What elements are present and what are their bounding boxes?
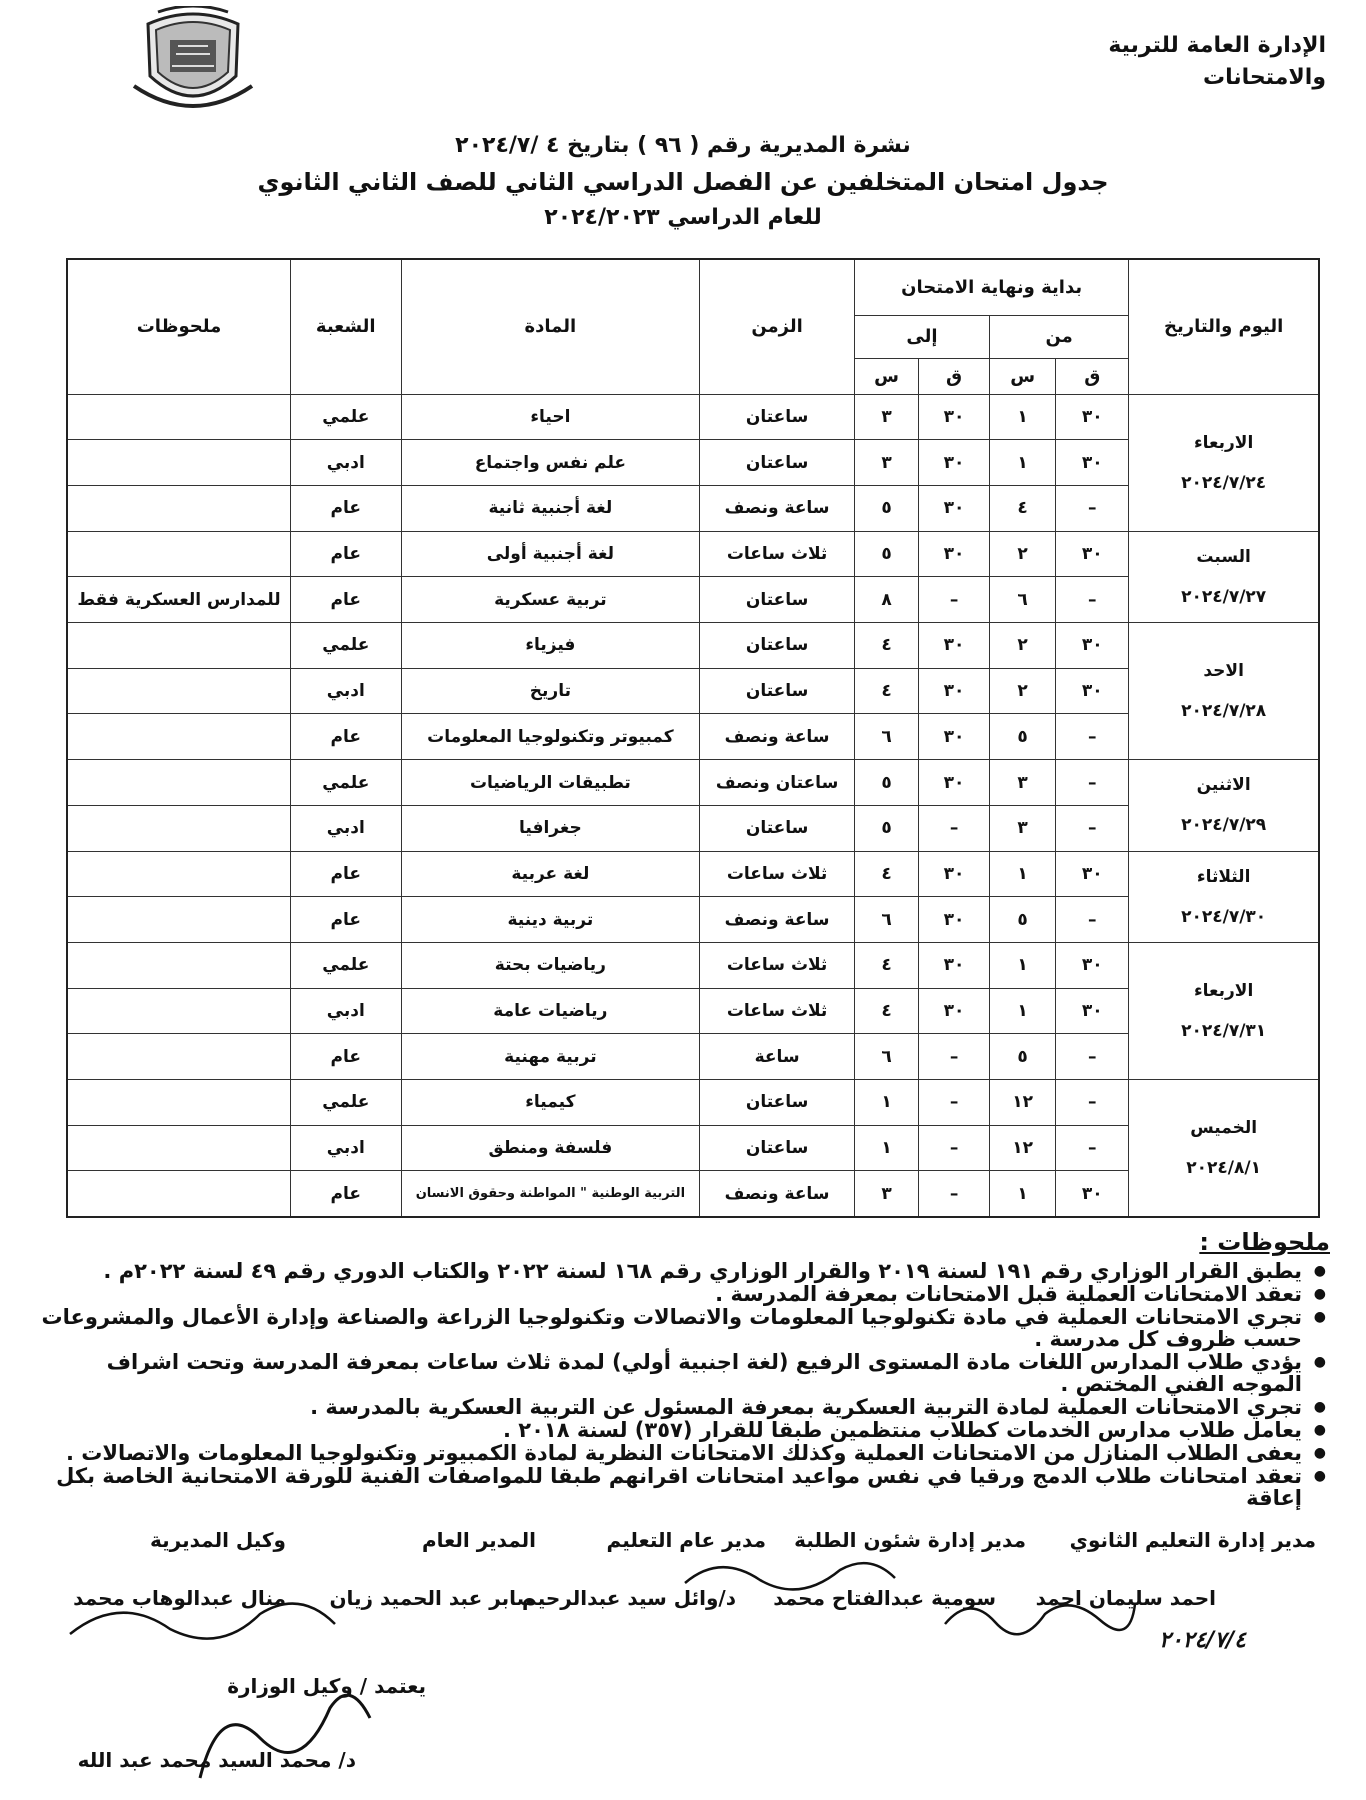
header-from: من — [989, 315, 1128, 359]
from-minutes-cell: ٣٠ — [1056, 851, 1129, 897]
table-row — [67, 623, 1319, 669]
branch-cell: ادبي — [290, 440, 401, 486]
to-hours-cell: ٥ — [855, 485, 919, 531]
duration-cell: ساعة ونصف — [700, 897, 855, 943]
notes-cell — [67, 1034, 290, 1080]
from-minutes-cell: ٣٠ — [1056, 440, 1129, 486]
to-hours-cell: ٤ — [855, 942, 919, 988]
approve-label: يعتمد / وكيل الوزارة — [227, 1674, 426, 1698]
branch-cell: ادبي — [290, 668, 401, 714]
list-item: ● تجري الامتحانات العملية لمادة التربية العسكرية بمعرفة المسئول عن التربية العسكرية بالمدرسة . — [40, 1396, 1302, 1418]
to-minutes-cell: ٣٠ — [919, 851, 990, 897]
notes-cell — [67, 714, 290, 760]
notes-cell — [67, 623, 290, 669]
to-minutes-cell: ٣٠ — [919, 440, 990, 486]
to-hours-cell: ١ — [855, 1080, 919, 1126]
to-hours-cell: ٣ — [855, 440, 919, 486]
header-to-hours: س — [855, 359, 919, 394]
subject-cell: فلسفة ومنطق — [401, 1125, 700, 1171]
branch-cell: عام — [290, 577, 401, 623]
sig-name-student-affairs: سومية عبدالفتاح محمد — [773, 1586, 996, 1610]
from-minutes-cell: ٣٠ — [1056, 988, 1129, 1034]
to-hours-cell: ٤ — [855, 668, 919, 714]
directorate-emblem-icon — [128, 6, 258, 118]
header-to-minutes: ق — [919, 359, 990, 394]
branch-cell: علمي — [290, 760, 401, 806]
from-hours-cell: ٥ — [989, 1034, 1055, 1080]
notes-section — [40, 1228, 1330, 1510]
notes-list — [40, 1260, 1330, 1509]
from-minutes-cell: – — [1056, 577, 1129, 623]
from-hours-cell: ٢ — [989, 623, 1055, 669]
day-date: ٢٠٢٤/٧/٢٩ — [1181, 815, 1267, 836]
to-hours-cell: ٥ — [855, 531, 919, 577]
notes-cell — [67, 668, 290, 714]
to-hours-cell: ٤ — [855, 988, 919, 1034]
to-minutes-cell: ٣٠ — [919, 485, 990, 531]
header-from-minutes: ق — [1056, 359, 1129, 394]
from-hours-cell: ٣ — [989, 760, 1055, 806]
subject-cell: كمبيوتر وتكنولوجيا المعلومات — [401, 714, 700, 760]
duration-cell: ساعة ونصف — [700, 1171, 855, 1217]
to-hours-cell: ٥ — [855, 805, 919, 851]
list-item: ● يعفى الطلاب المنازل من الامتحانات العملية وكذلك الامتحانات النظرية لمادة الكمبيوتر وتكنولوجيا المعلومات والاتصالات . — [40, 1442, 1302, 1464]
to-minutes-cell: – — [919, 577, 990, 623]
ministry-line-1: الإدارة العامة للتربية — [1108, 33, 1326, 58]
header-branch: الشعبة — [290, 259, 401, 394]
ministry-line-2: والامتحانات — [1203, 65, 1326, 90]
day-date-cell — [1129, 942, 1319, 1079]
to-minutes-cell: ٣٠ — [919, 988, 990, 1034]
to-minutes-cell: ٣٠ — [919, 760, 990, 806]
from-minutes-cell: ٣٠ — [1056, 1171, 1129, 1217]
subject-cell: احياء — [401, 394, 700, 440]
day-date: ٢٠٢٤/٧/٣٠ — [1181, 906, 1267, 927]
branch-cell: علمي — [290, 623, 401, 669]
day-date: ٢٠٢٤/٧/٢٨ — [1181, 701, 1267, 722]
sig-title-secondary: مدير إدارة التعليم الثانوي — [1069, 1528, 1316, 1552]
signature-scribble-general-edu — [680, 1548, 900, 1608]
from-minutes-cell: ٣٠ — [1056, 668, 1129, 714]
day-date: ٢٠٢٤/٧/٢٧ — [1181, 586, 1267, 607]
day-name: الاحد — [1203, 661, 1244, 682]
to-minutes-cell: – — [919, 1034, 990, 1080]
signature-scribble-deputy — [940, 1584, 1140, 1644]
table-row — [67, 851, 1319, 897]
notes-cell — [67, 440, 290, 486]
day-date-cell — [1129, 623, 1319, 760]
ministry-header — [996, 30, 1326, 94]
page-title: جدول امتحان المتخلفين عن الفصل الدراسي الثاني للصف الثاني الثانوي — [257, 168, 1109, 196]
from-hours-cell: ١ — [989, 1171, 1055, 1217]
list-item: ● تجري الامتحانات العملية في مادة تكنولوجيا المعلومات والاتصالات وتكنولوجيا الزراعة والصناعة وإدارة الأعمال والمشروعات حسب ظروف كل مدرسة . — [40, 1306, 1302, 1350]
from-hours-cell: ٥ — [989, 714, 1055, 760]
to-minutes-cell: ٣٠ — [919, 668, 990, 714]
from-minutes-cell: – — [1056, 1125, 1129, 1171]
to-minutes-cell: ٣٠ — [919, 897, 990, 943]
to-hours-cell: ١ — [855, 1125, 919, 1171]
day-name: السبت — [1196, 546, 1251, 567]
sig-title-general-edu: مدير عام التعليم — [606, 1528, 766, 1552]
duration-cell: ثلاث ساعات — [700, 988, 855, 1034]
table-row — [67, 531, 1319, 577]
branch-cell: ادبي — [290, 988, 401, 1034]
day-date: ٢٠٢٤/٧/٣١ — [1181, 1021, 1267, 1042]
branch-cell: عام — [290, 1171, 401, 1217]
duration-cell: ساعتان ونصف — [700, 760, 855, 806]
day-date-cell — [1129, 1080, 1319, 1217]
subject-cell: تربية دينية — [401, 897, 700, 943]
subject-cell: تاريخ — [401, 668, 700, 714]
duration-cell: ساعتان — [700, 623, 855, 669]
to-hours-cell: ٥ — [855, 760, 919, 806]
signature-scribble-secondary — [60, 1584, 340, 1654]
signatures-section — [40, 1528, 1326, 1788]
notes-cell — [67, 897, 290, 943]
notes-cell — [67, 942, 290, 988]
from-hours-cell: ١ — [989, 440, 1055, 486]
notes-heading: ملحوظات : — [1199, 1228, 1330, 1256]
notes-cell: للمدارس العسكرية فقط — [67, 577, 290, 623]
to-minutes-cell: – — [919, 1171, 990, 1217]
to-hours-cell: ٤ — [855, 623, 919, 669]
notes-cell — [67, 485, 290, 531]
day-name: الاربعاء — [1193, 981, 1254, 1002]
subject-cell: رياضيات بحتة — [401, 942, 700, 988]
from-hours-cell: ٤ — [989, 485, 1055, 531]
subject-cell: لغة أجنبية أولى — [401, 531, 700, 577]
sig-name-secondary: احمد سليمان احمد — [1035, 1586, 1216, 1610]
from-hours-cell: ٢ — [989, 668, 1055, 714]
branch-cell: علمي — [290, 394, 401, 440]
notes-cell — [67, 394, 290, 440]
duration-cell: ساعة ونصف — [700, 714, 855, 760]
sig-name-general-edu: د/وائل سيد عبدالرحيم — [522, 1586, 736, 1610]
sig-title-deputy: وكيل المديرية — [150, 1528, 286, 1552]
sig-name-deputy: منال عبدالوهاب محمد — [73, 1586, 286, 1610]
document-titles — [0, 128, 1366, 236]
header-duration: الزمن — [700, 259, 855, 394]
to-minutes-cell: ٣٠ — [919, 623, 990, 669]
duration-cell: ساعتان — [700, 577, 855, 623]
branch-cell: عام — [290, 531, 401, 577]
day-name: الاثنين — [1196, 775, 1251, 796]
list-item: ● يطبق القرار الوزاري رقم ١٩١ لسنة ٢٠١٩ والقرار الوزاري رقم ١٦٨ لسنة ٢٠٢٢ والكتاب الدوري رقم ٤٩ لسنة ٢٠٢٢م . — [40, 1260, 1302, 1282]
from-minutes-cell: – — [1056, 1080, 1129, 1126]
notes-cell — [67, 760, 290, 806]
academic-year: للعام الدراسي ٢٠٢٤/٢٠٢٣ — [544, 205, 822, 230]
sig-title-student-affairs: مدير إدارة شئون الطلبة — [794, 1528, 1026, 1552]
subject-cell: جغرافيا — [401, 805, 700, 851]
from-hours-cell: ١٢ — [989, 1080, 1055, 1126]
notes-cell — [67, 531, 290, 577]
duration-cell: ثلاث ساعات — [700, 942, 855, 988]
header-to: إلى — [855, 315, 990, 359]
branch-cell: عام — [290, 1034, 401, 1080]
duration-cell: ساعتان — [700, 805, 855, 851]
from-hours-cell: ١ — [989, 394, 1055, 440]
day-name: الثلاثاء — [1196, 866, 1251, 887]
duration-cell: ثلاث ساعات — [700, 531, 855, 577]
header-day-date: اليوم والتاريخ — [1129, 259, 1319, 394]
to-hours-cell: ٦ — [855, 714, 919, 760]
branch-cell: عام — [290, 897, 401, 943]
duration-cell: ساعتان — [700, 1125, 855, 1171]
list-item: ● تعقد الامتحانات العملية قبل الامتحانات بمعرفة المدرسة . — [40, 1283, 1302, 1305]
table-row — [67, 942, 1319, 988]
from-hours-cell: ٢ — [989, 531, 1055, 577]
table-row — [67, 760, 1319, 806]
to-hours-cell: ٦ — [855, 897, 919, 943]
to-hours-cell: ٤ — [855, 851, 919, 897]
from-hours-cell: ١ — [989, 942, 1055, 988]
to-minutes-cell: ٣٠ — [919, 714, 990, 760]
from-minutes-cell: ٣٠ — [1056, 942, 1129, 988]
signature-scribble-undersecretary — [180, 1678, 380, 1788]
from-minutes-cell: – — [1056, 805, 1129, 851]
duration-cell: ساعة — [700, 1034, 855, 1080]
duration-cell: ساعتان — [700, 1080, 855, 1126]
duration-cell: ساعتان — [700, 440, 855, 486]
branch-cell: ادبي — [290, 1125, 401, 1171]
duration-cell: ثلاث ساعات — [700, 851, 855, 897]
day-name: الاربعاء — [1193, 432, 1254, 453]
header-subject: المادة — [401, 259, 700, 394]
table-row — [67, 1080, 1319, 1126]
subject-cell: تربية مهنية — [401, 1034, 700, 1080]
duration-cell: ساعتان — [700, 668, 855, 714]
to-hours-cell: ٦ — [855, 1034, 919, 1080]
day-date-cell — [1129, 531, 1319, 622]
day-date-cell — [1129, 760, 1319, 851]
list-item: ● يؤدي طلاب المدارس اللغات مادة المستوى الرفيع (لغة اجنبية أولي) لمدة ثلاث ساعات بمعرفة المدرسة وتحت اشراف الموجه الفني المختص . — [40, 1351, 1302, 1395]
day-date: ٢٠٢٤/٨/١ — [1186, 1158, 1261, 1179]
duration-cell: ساعتان — [700, 394, 855, 440]
branch-cell: عام — [290, 851, 401, 897]
to-hours-cell: ٣ — [855, 1171, 919, 1217]
branch-cell: علمي — [290, 942, 401, 988]
to-minutes-cell: – — [919, 805, 990, 851]
subject-cell: تطبيقات الرياضيات — [401, 760, 700, 806]
subject-cell: لغة أجنبية ثانية — [401, 485, 700, 531]
to-hours-cell: ٣ — [855, 394, 919, 440]
subject-cell: لغة عربية — [401, 851, 700, 897]
from-minutes-cell: – — [1056, 714, 1129, 760]
duration-cell: ساعة ونصف — [700, 485, 855, 531]
to-minutes-cell: – — [919, 1080, 990, 1126]
day-name: الخميس — [1190, 1118, 1258, 1139]
branch-cell: علمي — [290, 1080, 401, 1126]
from-minutes-cell: – — [1056, 485, 1129, 531]
from-minutes-cell: – — [1056, 760, 1129, 806]
bulletin-number: نشرة المديرية رقم ( ٩٦ ) بتاريخ ٤ /٢٠٢٤/٧ — [455, 133, 911, 158]
branch-cell: عام — [290, 485, 401, 531]
notes-cell — [67, 1080, 290, 1126]
from-hours-cell: ٦ — [989, 577, 1055, 623]
to-minutes-cell: ٣٠ — [919, 531, 990, 577]
from-minutes-cell: – — [1056, 897, 1129, 943]
from-hours-cell: ١ — [989, 851, 1055, 897]
to-minutes-cell: ٣٠ — [919, 942, 990, 988]
day-date: ٢٠٢٤/٧/٢٤ — [1181, 472, 1267, 493]
notes-cell — [67, 851, 290, 897]
to-minutes-cell: – — [919, 1125, 990, 1171]
list-item: ● تعقد امتحانات طلاب الدمج ورقيا في نفس مواعيد امتحانات اقرانهم طبقا للمواصفات الفنية للورقة الامتحانية الخاصة بكل إعاقة — [40, 1465, 1302, 1509]
header-notes: ملحوظات — [67, 259, 290, 394]
list-item: ● يعامل طلاب مدارس الخدمات كطلاب منتظمين طبقا للقرار (٣٥٧) لسنة ٢٠١٨ . — [40, 1419, 1302, 1441]
notes-cell — [67, 1125, 290, 1171]
sig-name-general-director: صابر عبد الحميد زيان — [329, 1586, 536, 1610]
day-date-cell — [1129, 394, 1319, 531]
from-minutes-cell: ٣٠ — [1056, 623, 1129, 669]
from-minutes-cell: ٣٠ — [1056, 531, 1129, 577]
header-start-end: بداية ونهاية الامتحان — [855, 259, 1129, 315]
notes-cell — [67, 1171, 290, 1217]
subject-cell: رياضيات عامة — [401, 988, 700, 1034]
to-minutes-cell: ٣٠ — [919, 394, 990, 440]
from-minutes-cell: ٣٠ — [1056, 394, 1129, 440]
from-hours-cell: ٥ — [989, 897, 1055, 943]
header-from-hours: س — [989, 359, 1055, 394]
from-hours-cell: ١ — [989, 988, 1055, 1034]
subject-cell: علم نفس واجتماع — [401, 440, 700, 486]
undersecretary-name: د/ محمد السيد محمد عبد الله — [77, 1748, 356, 1772]
from-minutes-cell: – — [1056, 1034, 1129, 1080]
notes-cell — [67, 988, 290, 1034]
branch-cell: عام — [290, 714, 401, 760]
day-date-cell — [1129, 851, 1319, 942]
from-hours-cell: ٣ — [989, 805, 1055, 851]
sig-title-general-director: المدير العام — [421, 1528, 536, 1552]
exam-schedule-table — [66, 258, 1320, 1218]
to-hours-cell: ٨ — [855, 577, 919, 623]
from-hours-cell: ١٢ — [989, 1125, 1055, 1171]
subject-cell: تربية عسكرية — [401, 577, 700, 623]
subject-cell: كيمياء — [401, 1080, 700, 1126]
notes-cell — [67, 805, 290, 851]
branch-cell: ادبي — [290, 805, 401, 851]
handwritten-date-text: ٢٠٢٤/٧/٤ — [1159, 1628, 1246, 1653]
subject-cell: التربية الوطنية " المواطنة وحقوق الانسان — [401, 1171, 700, 1217]
subject-cell: فيزياء — [401, 623, 700, 669]
table-row — [67, 394, 1319, 440]
